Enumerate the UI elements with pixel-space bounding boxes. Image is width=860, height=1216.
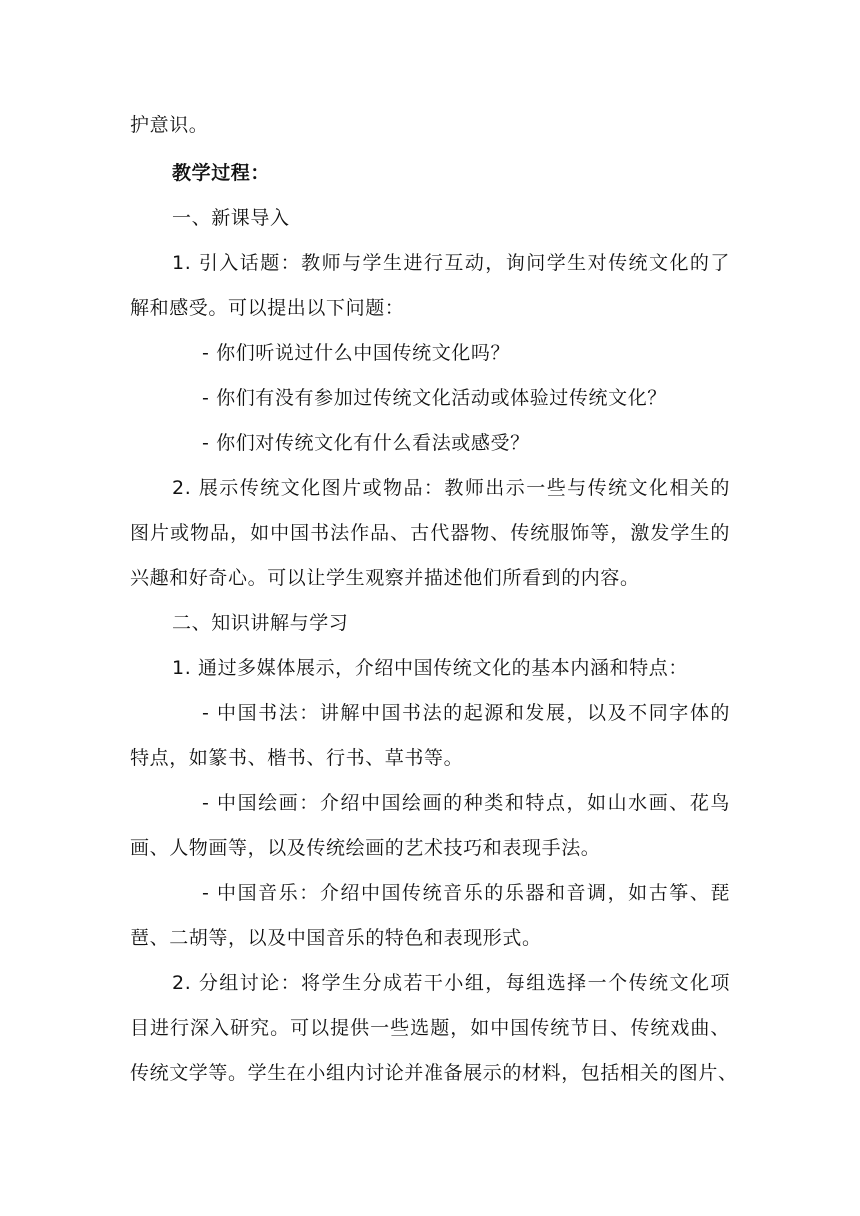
- text-line: 传统文学等。学生在小组内讨论并准备展示的材料，包括相关的图片、: [130, 1062, 738, 1084]
- text-line: 目进行深入研究。可以提供一些选题，如中国传统节日、传统戏曲、: [130, 1017, 730, 1039]
- document-page: [130, 0, 738, 1216]
- text-line: 解和感受。可以提出以下问题：: [130, 297, 405, 319]
- bullet-item: - 你们听说过什么中国传统文化吗？: [202, 342, 511, 364]
- text-line: 图片或物品，如中国书法作品、古代器物、传统服饰等，激发学生的: [130, 522, 730, 544]
- text-line: 琶、二胡等，以及中国音乐的特色和表现形式。: [130, 927, 542, 949]
- bullet-item: - 你们对传统文化有什么看法或感受？: [202, 432, 530, 454]
- text-line: 护意识。: [130, 114, 209, 136]
- bullet-item: - 中国音乐：介绍中国传统音乐的乐器和音调，如古筝、琵: [202, 882, 730, 904]
- text-line: 2. 展示传统文化图片或物品：教师出示一些与传统文化相关的: [172, 477, 730, 499]
- text-line: 2. 分组讨论：将学生分成若干小组，每组选择一个传统文化项: [172, 972, 730, 994]
- text-line: 画、人物画等，以及传统绘画的艺术技巧和表现手法。: [130, 837, 601, 859]
- subsection-heading: 二、知识讲解与学习: [172, 612, 349, 634]
- text-line: 兴趣和好奇心。可以让学生观察并描述他们所看到的内容。: [130, 567, 640, 589]
- text-line: 1. 引入话题：教师与学生进行互动，询问学生对传统文化的了: [172, 252, 730, 274]
- text-line: 1. 通过多媒体展示，介绍中国传统文化的基本内涵和特点：: [172, 657, 688, 679]
- bullet-item: - 中国书法：讲解中国书法的起源和发展，以及不同字体的: [202, 702, 730, 724]
- subsection-heading: 一、新课导入: [172, 207, 290, 229]
- section-heading: 教学过程：: [172, 162, 271, 184]
- bullet-item: - 你们有没有参加过传统文化活动或体验过传统文化？: [202, 387, 667, 409]
- bullet-item: - 中国绘画：介绍中国绘画的种类和特点，如山水画、花鸟: [202, 792, 730, 814]
- text-line: 特点，如篆书、楷书、行书、草书等。: [130, 747, 464, 769]
